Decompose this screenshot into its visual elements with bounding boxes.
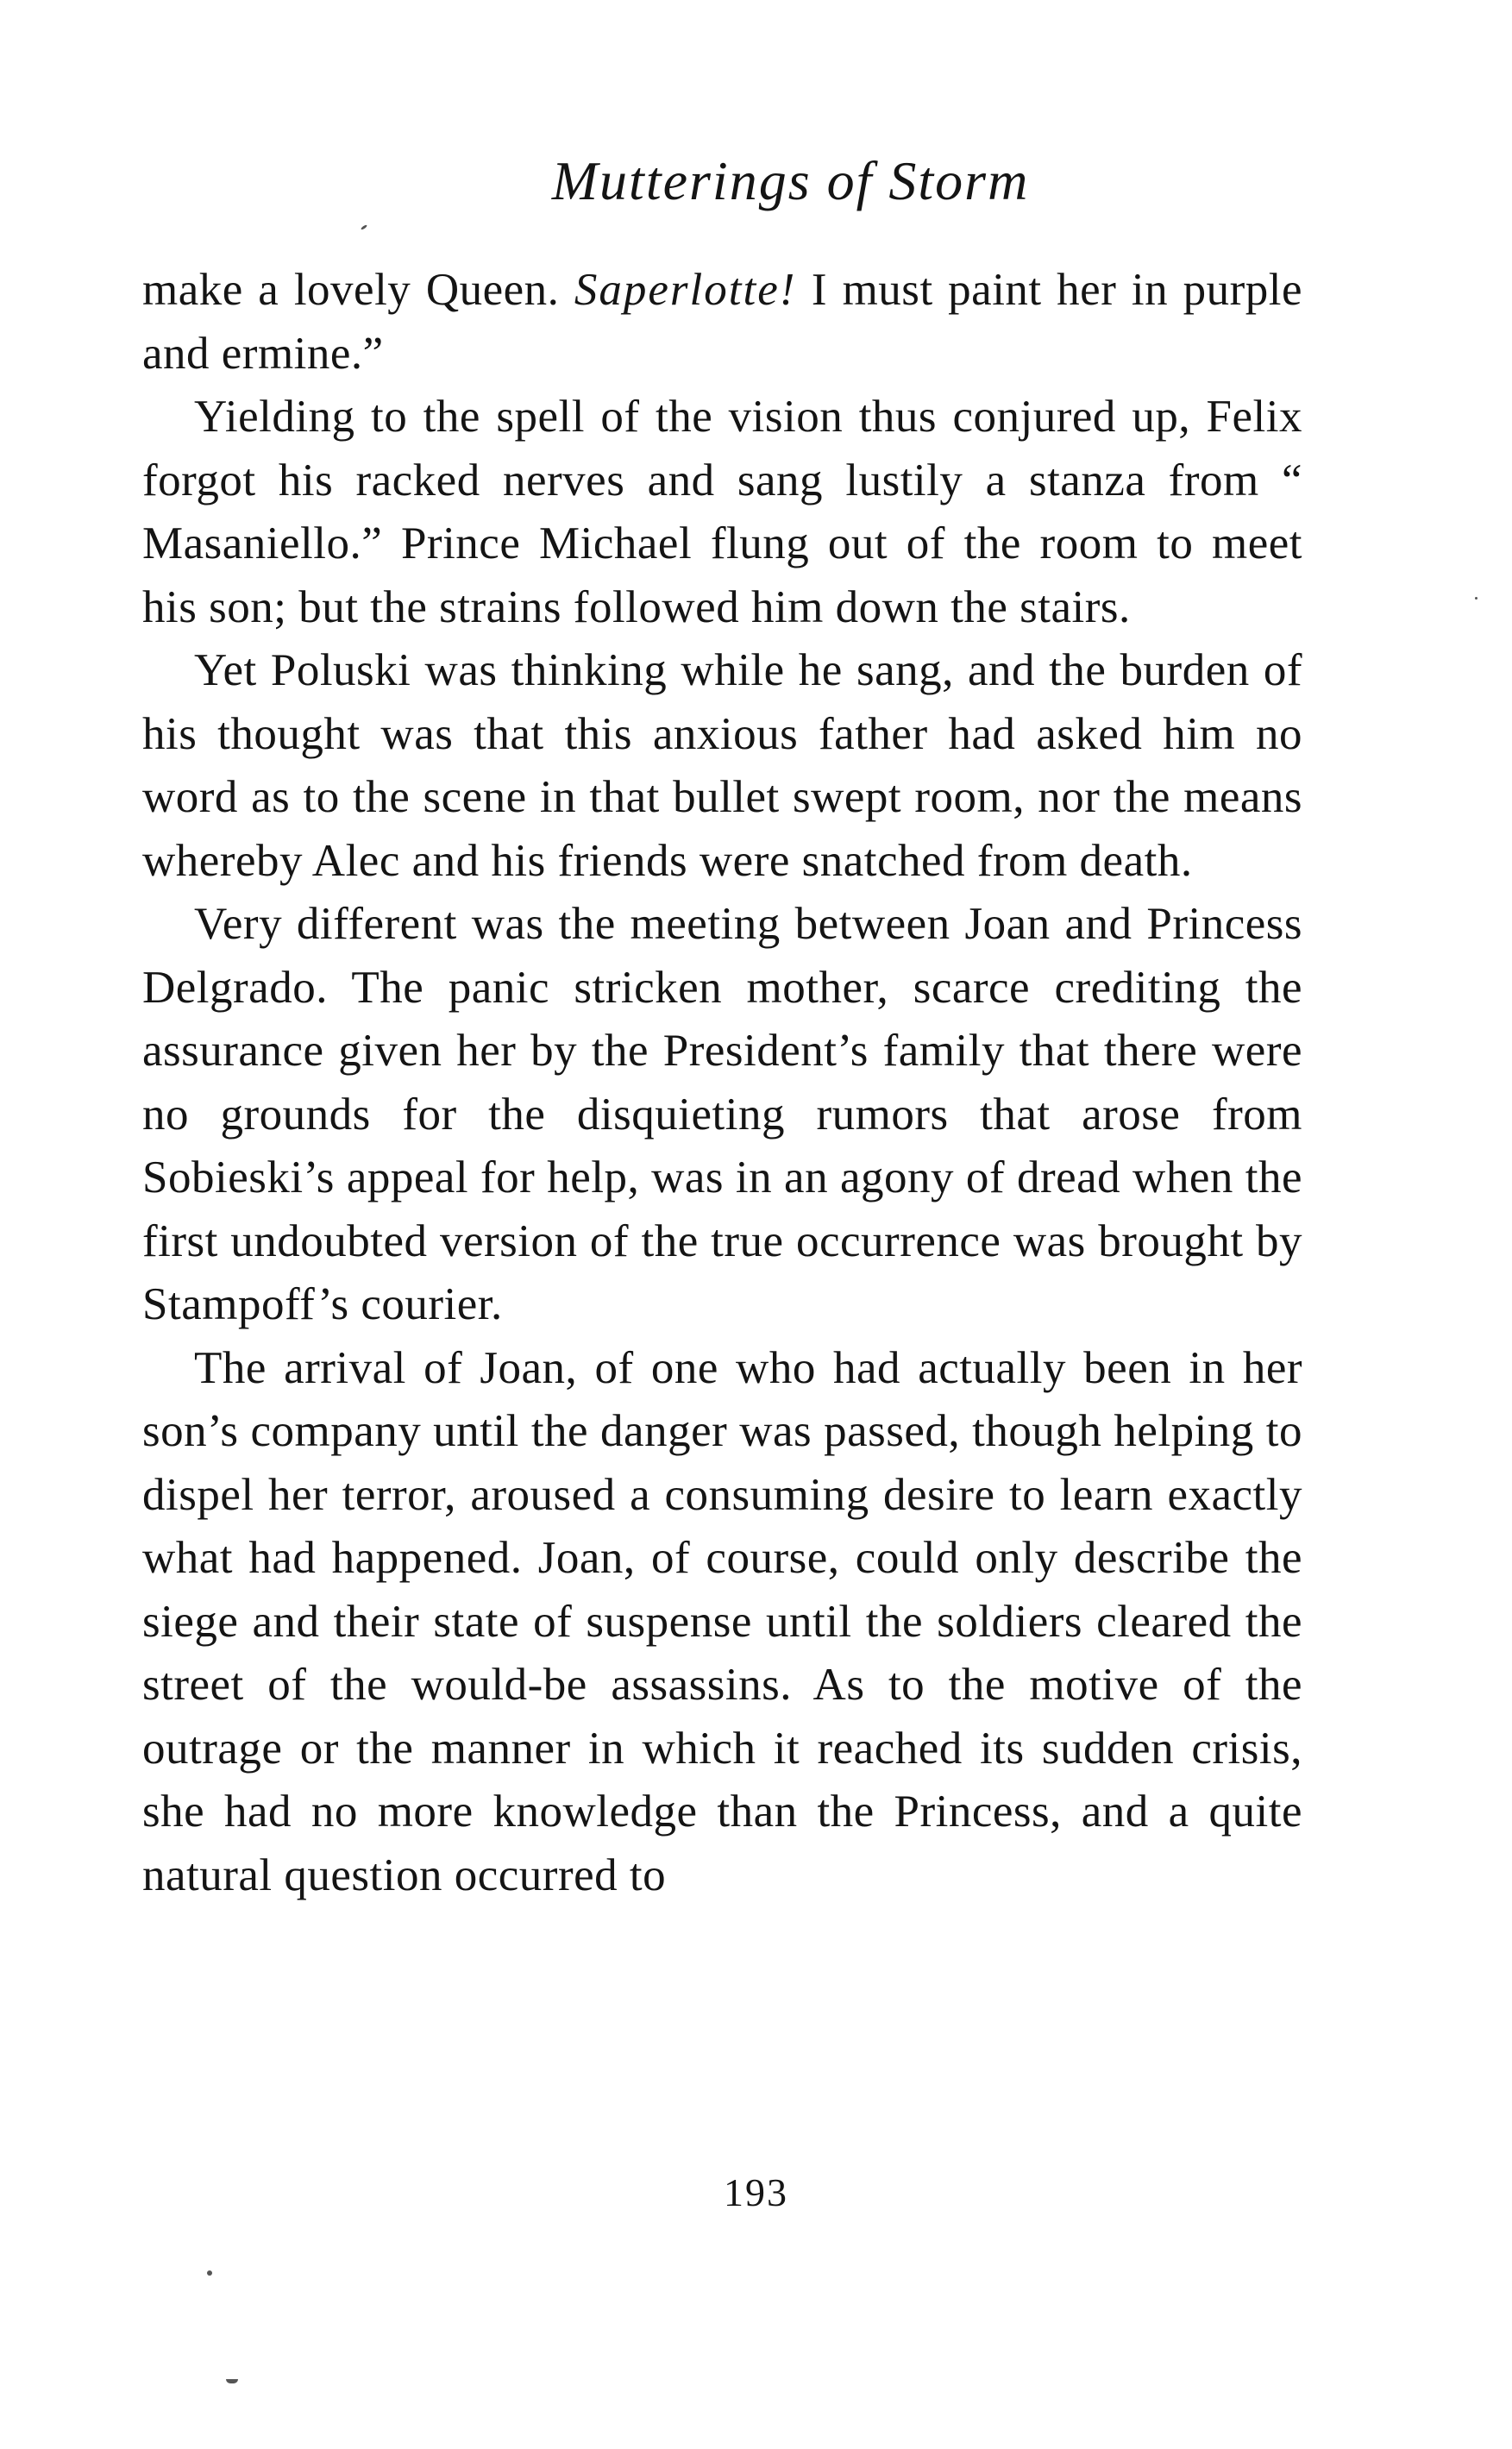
italic-exclamation: Saperlotte! <box>574 265 797 315</box>
paragraph: The arrival of Joan, of one who had actually been in her son’s company until the danger was passed, though helping to dispel her terror, aroused a consuming desire to learn exactly what had happened. Joan, of course, could only describe the siege and their state of suspense until the soldiers cleared the street of the would-be assassins. As to the motive of the outrage or the manner in which it reached its sudden crisis, she had no more knowledge than the Princess, and a quite natural question occurred to <box>142 1342 1302 1900</box>
running-title: Mutterings of Storm <box>551 150 1030 211</box>
paragraph-continuation <box>142 259 1302 386</box>
page-number: 193 <box>724 2170 788 2214</box>
scan-speck <box>207 2270 212 2276</box>
paragraph: Yielding to the spell of the vision thus conjured up, Felix forgot his racked nerves and sang lustily a stanza from “ Masaniello.” Prince Michael flung out of the room to meet his son; but the strains followed him down the stairs. <box>142 392 1302 632</box>
scan-speck <box>361 224 367 230</box>
paragraph-lead: make a lovely Queen. <box>142 265 574 315</box>
paragraph-tail: I must paint her in purple and ermine.” <box>142 265 1302 379</box>
body-text <box>142 259 1302 1907</box>
scan-speck <box>226 2379 238 2383</box>
scan-speck <box>1475 597 1477 600</box>
paragraph: Very different was the meeting between Joan and Princess Delgrado. The panic stricken mother, scarce crediting the assurance given her by the President’s family that there were no grounds for the disquieting rumors that arose from Sobieski’s appeal for help, was in an agony of dread when the first undoubted version of the true occurrence was brought by Stampoff’s courier. <box>142 899 1302 1329</box>
paragraph: Yet Poluski was thinking while he sang, and the burden of his thought was that this anxious father had asked him no word as to the scene in that bullet swept room, nor the means whereby Alec and his friends were snatched from death. <box>142 645 1302 886</box>
